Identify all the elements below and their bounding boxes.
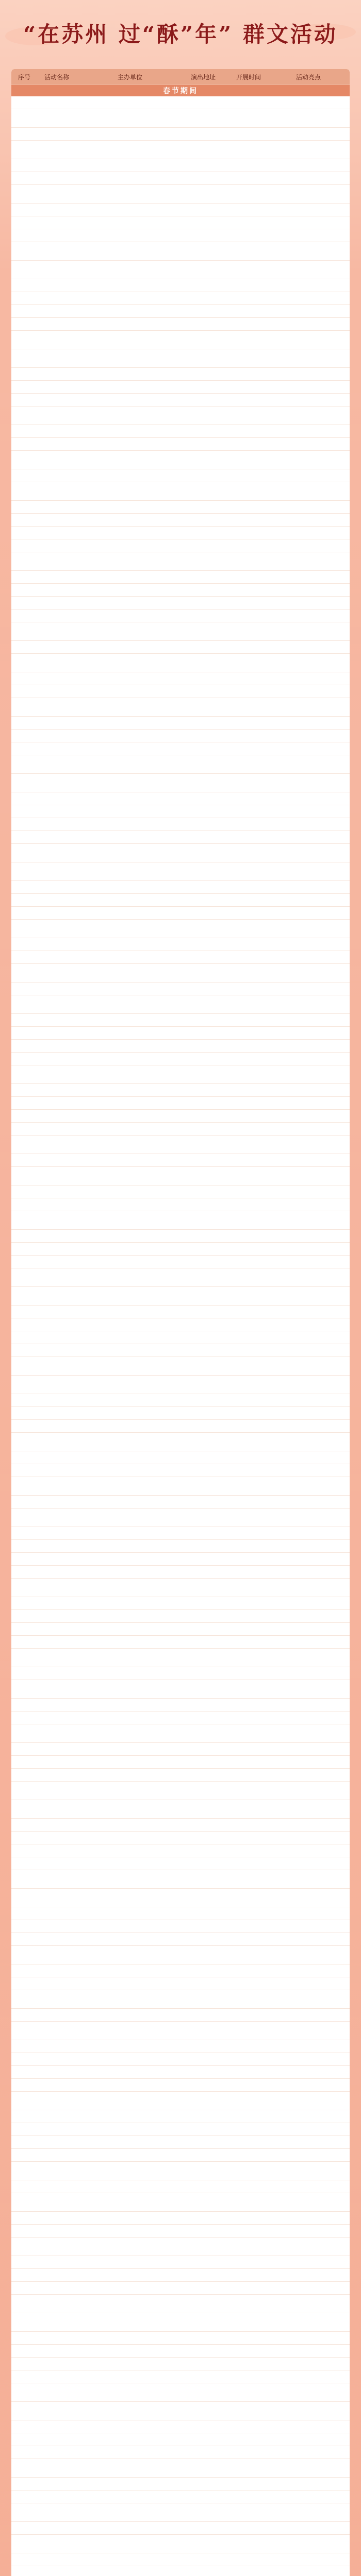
- table-row: [11, 1933, 350, 1946]
- table-row: [11, 1636, 350, 1649]
- table-row: [11, 2180, 350, 2193]
- table-row: [11, 185, 350, 204]
- table-row: [11, 1990, 350, 2009]
- table-row: [11, 527, 350, 539]
- table-row: [11, 2383, 350, 2402]
- table-row: [11, 1857, 350, 1870]
- table-row: [11, 1344, 350, 1357]
- table-row: [11, 2553, 350, 2566]
- table-row: [11, 1420, 350, 1433]
- table-row: [11, 1920, 350, 1933]
- table-row: [11, 1711, 350, 1724]
- table-row: [11, 2522, 350, 2535]
- table-row: [11, 1540, 350, 1553]
- table-row: [11, 1268, 350, 1287]
- table-row: [11, 1844, 350, 1857]
- table-row: [11, 1167, 350, 1185]
- table-row: [11, 1464, 350, 1477]
- table-row: [11, 2040, 350, 2053]
- table-row: [11, 964, 350, 982]
- table-row: [11, 698, 350, 717]
- table-row: [11, 1680, 350, 1699]
- table-row: [11, 1819, 350, 1832]
- table-row: [11, 1053, 350, 1065]
- table-row: [11, 1097, 350, 1110]
- table-row: [11, 2092, 350, 2110]
- table-row: [11, 514, 350, 527]
- table-row: [11, 622, 350, 641]
- table-row: [11, 609, 350, 622]
- table-row: [11, 1185, 350, 1198]
- table-row: [11, 1756, 350, 1769]
- table-row: [11, 451, 350, 469]
- table-row: [11, 982, 350, 995]
- table-row: [11, 1889, 350, 1907]
- table-row: [11, 1394, 350, 1407]
- table-row: [11, 1357, 350, 1376]
- table-row: [11, 552, 350, 571]
- table-row: [11, 730, 350, 742]
- table-row: [11, 1870, 350, 1889]
- table-row: [11, 406, 350, 425]
- table-row: [11, 920, 350, 938]
- table-row: [11, 1065, 350, 1084]
- table-row: [11, 2136, 350, 2149]
- table-row: [11, 1136, 350, 1154]
- table-row: [11, 1407, 350, 1420]
- table-row: [11, 2535, 350, 2553]
- table-row: [11, 2193, 350, 2212]
- table-row: [11, 641, 350, 654]
- table-row: [11, 2358, 350, 2370]
- table-row: [11, 831, 350, 844]
- table-row: [11, 1977, 350, 1990]
- table-row: [11, 141, 350, 159]
- table-row: [11, 2212, 350, 2225]
- table-row: [11, 2053, 350, 2066]
- table-row: [11, 2459, 350, 2478]
- table-row: [11, 597, 350, 609]
- table-row: [11, 2110, 350, 2123]
- table-row: [11, 1769, 350, 1782]
- table-row: [11, 1376, 350, 1394]
- table-row: [11, 685, 350, 698]
- table-row: [11, 381, 350, 394]
- table-row: [11, 1509, 350, 1527]
- table-row: [11, 792, 350, 805]
- table-row: [11, 2149, 350, 2162]
- table-row: [11, 1451, 350, 1464]
- table-row: [11, 1579, 350, 1597]
- table-row: [11, 159, 350, 172]
- header-index: 序号: [18, 73, 30, 81]
- table-row: [11, 242, 350, 261]
- table-row: [11, 279, 350, 292]
- table-row: [11, 1154, 350, 1167]
- table-row: [11, 1649, 350, 1667]
- table-row: [11, 501, 350, 514]
- table-row: [11, 1198, 350, 1211]
- table-row: [11, 2295, 350, 2313]
- table-row: [11, 229, 350, 242]
- table-row: [11, 862, 350, 881]
- table-row: [11, 331, 350, 349]
- header-organizer: 主办单位: [118, 73, 143, 81]
- table-body: [11, 96, 350, 2576]
- table-row: [11, 1230, 350, 1243]
- table-row: [11, 305, 350, 318]
- table-row: [11, 584, 350, 597]
- table-row: [11, 1040, 350, 1053]
- table-row: [11, 938, 350, 951]
- table-row: [11, 2225, 350, 2238]
- table-row: [11, 2503, 350, 2522]
- table-row: [11, 2370, 350, 2383]
- header-highlight: 活动亮点: [296, 73, 321, 81]
- table-row: [11, 2123, 350, 2136]
- table-row: [11, 1496, 350, 1509]
- header-venue: 演出地址: [191, 73, 216, 81]
- table-row: [11, 2402, 350, 2420]
- table-row: [11, 1597, 350, 1610]
- table-row: [11, 742, 350, 755]
- table-row: [11, 425, 350, 438]
- header-time: 开展时间: [236, 73, 261, 81]
- table-row: [11, 1256, 350, 1268]
- table-row: [11, 2345, 350, 2358]
- table-row: [11, 881, 350, 894]
- table-row: [11, 2433, 350, 2446]
- table-row: [11, 1832, 350, 1844]
- table-row: [11, 1800, 350, 1819]
- table-row: [11, 1211, 350, 1230]
- table-row: [11, 1243, 350, 1256]
- table-row: [11, 2009, 350, 2022]
- table-row: [11, 1318, 350, 1331]
- table-row: [11, 1946, 350, 1964]
- table-row: [11, 394, 350, 406]
- table-row: [11, 1743, 350, 1756]
- table-row: [11, 995, 350, 1014]
- table-row: [11, 128, 350, 141]
- table-row: [11, 172, 350, 185]
- table-row: [11, 1907, 350, 1920]
- table-row: [11, 672, 350, 685]
- table-row: [11, 1553, 350, 1566]
- table-row: [11, 2022, 350, 2040]
- table-row: [11, 1964, 350, 1977]
- table-row: [11, 318, 350, 331]
- table-row: [11, 368, 350, 381]
- table-row: [11, 438, 350, 451]
- table-row: [11, 1566, 350, 1579]
- table-row: [11, 2162, 350, 2180]
- table-row: [11, 1782, 350, 1800]
- table-row: [11, 1433, 350, 1451]
- table-row: [11, 216, 350, 229]
- table-row: [11, 2420, 350, 2433]
- table-row: [11, 2066, 350, 2079]
- table-row: [11, 1610, 350, 1623]
- table-row: [11, 469, 350, 482]
- table-row: [11, 2446, 350, 2459]
- table-row: [11, 2332, 350, 2345]
- table-row: [11, 894, 350, 907]
- table-row: [11, 109, 350, 128]
- table-row: [11, 654, 350, 672]
- table-row: [11, 1014, 350, 1027]
- table-row: [11, 482, 350, 501]
- table-row: [11, 2269, 350, 2282]
- table-row: [11, 844, 350, 862]
- table-row: [11, 818, 350, 831]
- page-title: “在苏州 过“酥”年” 群文活动: [23, 22, 338, 47]
- table-row: [11, 1110, 350, 1123]
- table-row: [11, 907, 350, 920]
- table-row: [11, 1527, 350, 1540]
- table-row: [11, 571, 350, 584]
- table-row: [11, 2238, 350, 2256]
- table-row: [11, 1331, 350, 1344]
- table-row: [11, 1027, 350, 1040]
- table-row: [11, 349, 350, 368]
- section-banner: 春节期间: [11, 85, 350, 96]
- table-row: [11, 1084, 350, 1097]
- table-row: [11, 1667, 350, 1680]
- table-row: [11, 1699, 350, 1711]
- activity-table: [11, 69, 350, 2576]
- table-row: [11, 1306, 350, 1318]
- table-row: [11, 1287, 350, 1306]
- table-row: [11, 292, 350, 305]
- table-row: [11, 2282, 350, 2295]
- header-name: 活动名称: [44, 73, 70, 81]
- table-row: [11, 805, 350, 818]
- table-row: [11, 2313, 350, 2332]
- table-row: [11, 2566, 350, 2576]
- table-row: [11, 1623, 350, 1636]
- table-row: [11, 539, 350, 552]
- table-row: [11, 2079, 350, 2092]
- table-row: [11, 1123, 350, 1136]
- table-header: [11, 69, 350, 85]
- table-row: [11, 1477, 350, 1496]
- table-row: [11, 755, 350, 774]
- table-row: [11, 2256, 350, 2269]
- table-row: [11, 261, 350, 279]
- table-row: [11, 204, 350, 216]
- table-row: [11, 96, 350, 109]
- table-row: [11, 1724, 350, 1743]
- table-row: [11, 2490, 350, 2503]
- table-row: [11, 951, 350, 964]
- table-row: [11, 774, 350, 792]
- table-row: [11, 717, 350, 730]
- table-row: [11, 2478, 350, 2490]
